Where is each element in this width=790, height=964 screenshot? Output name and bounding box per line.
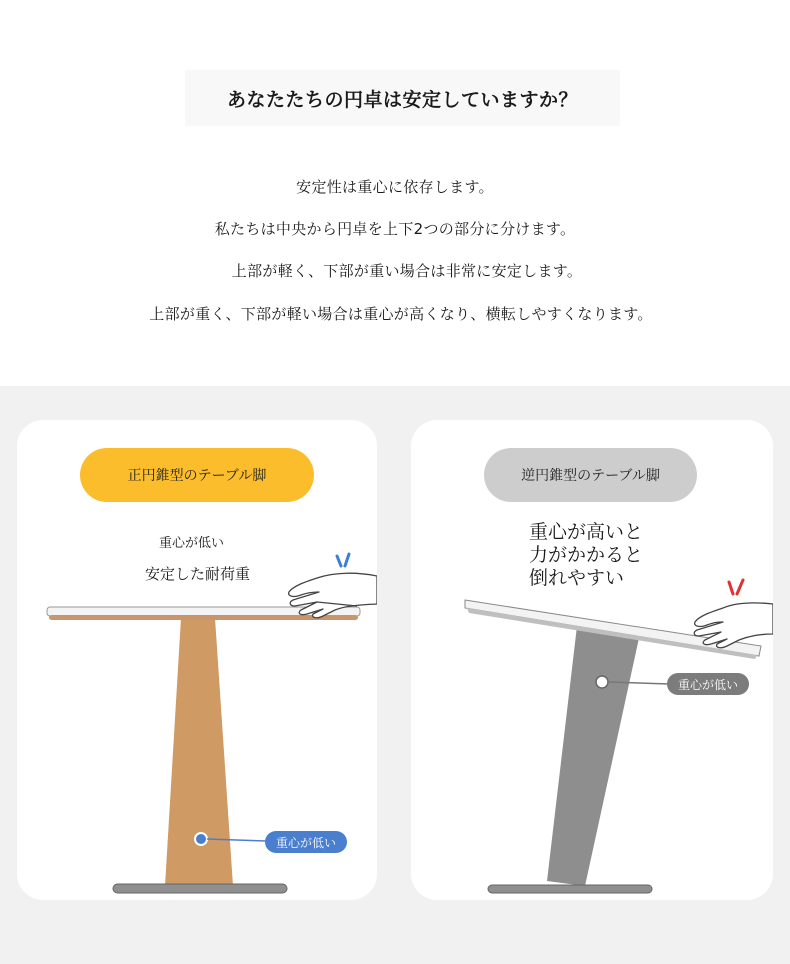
cone-leg-table-illustration <box>17 420 377 900</box>
cg-tag-left-text: 重心が低い <box>275 835 336 850</box>
inverted-table-leg <box>547 626 639 886</box>
high-cg-caption-line-2: 力がかかると <box>529 544 644 566</box>
intro-line-1: 安定性は重心に依存します。 <box>296 178 494 196</box>
cg-dot-icon <box>596 676 608 688</box>
intro-line-3: 上部が軽く、下部が重い場合は非常に安定します。 <box>231 262 583 280</box>
low-cg-caption: 重心が低い <box>159 536 225 551</box>
title-banner <box>185 70 620 126</box>
inverted-table-base <box>488 885 652 893</box>
hand-icon <box>694 603 773 648</box>
hand-icon <box>289 573 377 618</box>
stable-load-caption: 安定した耐荷重 <box>145 565 251 583</box>
inverted-cone-label: 逆円錐型のテーブル脚 <box>521 468 660 484</box>
cg-tag-right <box>667 673 749 695</box>
high-cg-caption-line-3: 倒れやすい <box>529 567 625 589</box>
inverted-cone-leg-card <box>411 420 773 900</box>
cg-tag-left <box>265 831 347 853</box>
press-mark-icon <box>729 580 743 594</box>
cone-leg-label: 正円錐型のテーブル脚 <box>127 468 267 484</box>
intro-line-4: 上部が重く、下部が軽い場合は重心が高くなり、横転しやすくなります。 <box>149 305 653 323</box>
cg-tag-right-text: 重心が低い <box>677 677 738 692</box>
cg-dot-icon <box>195 833 207 845</box>
cone-leg-card <box>17 420 377 900</box>
cone-table-leg <box>165 618 233 886</box>
intro-line-2: 私たちは中央から円卓を上下2つの部分に分けます。 <box>214 220 576 238</box>
cone-table-base <box>113 884 287 893</box>
inverted-cone-table-illustration <box>411 420 773 900</box>
press-mark-icon <box>337 554 349 566</box>
high-cg-caption-line-1: 重心が高いと <box>529 521 644 543</box>
page-title: あなたたちの円卓は安定していますか？ <box>226 88 578 111</box>
cone-table-edge <box>49 615 358 620</box>
